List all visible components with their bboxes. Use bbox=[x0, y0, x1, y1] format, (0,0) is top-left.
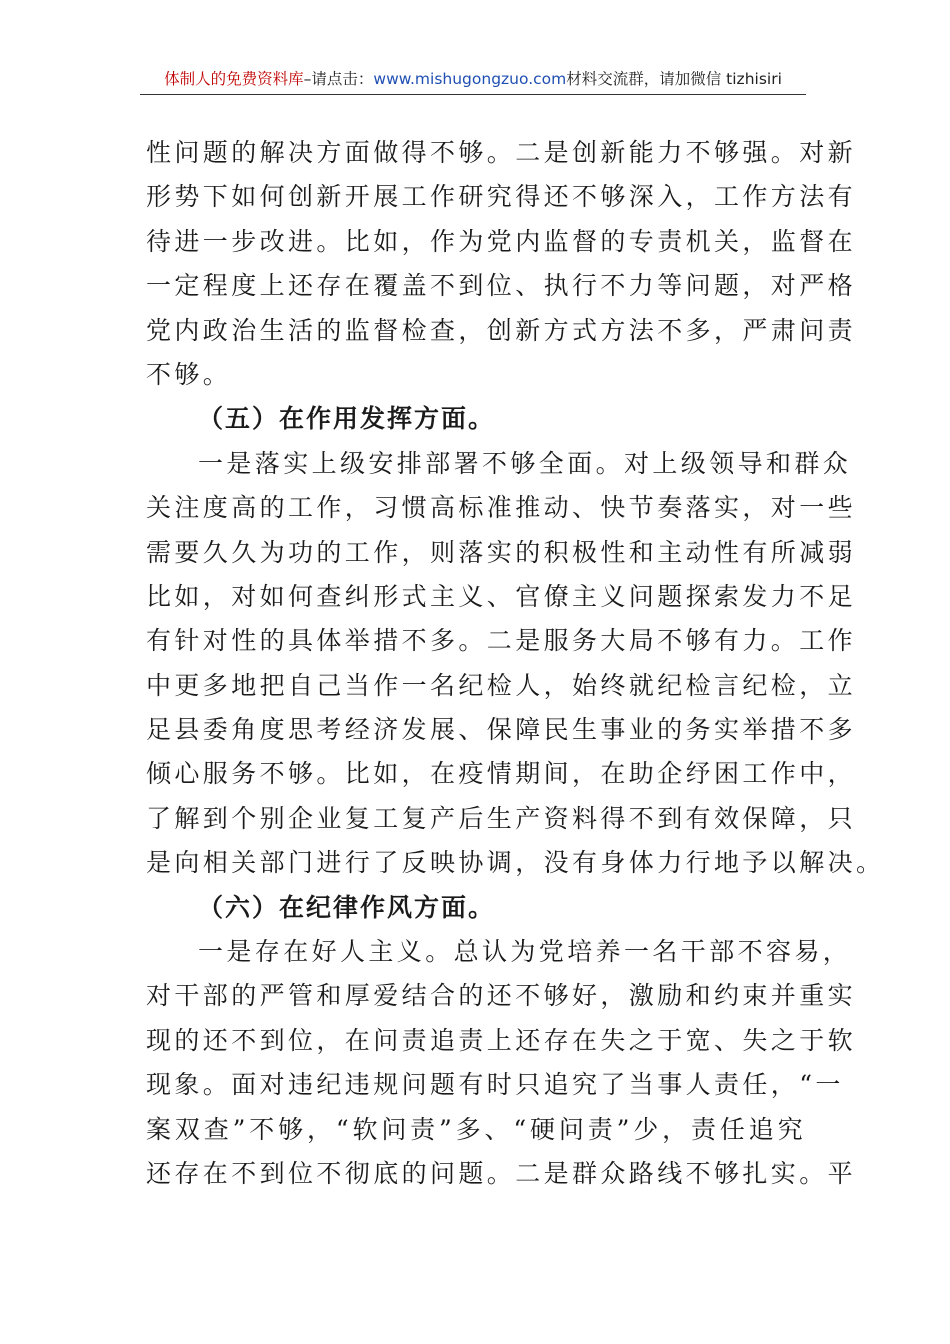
header-brand: 体制人的免费资料库 bbox=[164, 70, 304, 88]
body-line: 中更多地把自己当作一名纪检人，始终就纪检言纪检，立 bbox=[146, 670, 857, 700]
header-website-link[interactable]: www.mishugongzuo.com bbox=[373, 70, 567, 88]
body-line: 性问题的解决方面做得不够。二是创新能力不够强。对新 bbox=[146, 138, 857, 167]
body-line: 待进一步改进。比如，作为党内监督的专责机关，监督在 bbox=[146, 226, 857, 256]
body-line: 有针对性的具体举措不多。二是服务大局不够有力。工作 bbox=[146, 626, 857, 656]
body-line: 了解到个别企业复工复产后生产资料得不到有效保障，只 bbox=[146, 803, 857, 833]
body-line: 现的还不到位，在问责追责上还存在失之于宽、失之于软 bbox=[146, 1025, 857, 1055]
body-line: 关注度高的工作，习惯高标准推动、快节奏落实，对一些 bbox=[146, 493, 857, 523]
page-header bbox=[140, 68, 806, 95]
body-line: 党内政治生活的监督检查，创新方式方法不多，严肃问责 bbox=[146, 315, 857, 345]
paragraph-first-line: 一是落实上级安排部署不够全面。对上级领导和群众 bbox=[198, 448, 852, 478]
body-line: 一定程度上还存在覆盖不到位、执行不力等问题，对严格 bbox=[146, 271, 857, 301]
body-line: 足县委角度思考经济发展、保障民生事业的务实举措不多 bbox=[146, 715, 857, 745]
body-line: 对干部的严管和厚爱结合的还不够好，激励和约束并重实 bbox=[146, 981, 857, 1011]
paragraph-first-line: 一是存在好人主义。总认为党培养一名干部不容易， bbox=[198, 937, 852, 967]
body-line: 倾心服务不够。比如，在疫情期间，在助企纾困工作中， bbox=[146, 759, 857, 789]
section-heading: （六）在纪律作风方面。 bbox=[198, 892, 496, 922]
body-line: 现象。面对违纪违规问题有时只追究了当事人责任，“一 bbox=[146, 1070, 844, 1100]
body-line: 案双查”不够，“软问责”多、“硬问责”少，责任追究 bbox=[146, 1114, 806, 1144]
header-note: 材料交流群，请加微信 tizhisiri bbox=[566, 70, 782, 88]
header-prompt: –请点击： bbox=[303, 70, 374, 88]
document-body bbox=[146, 131, 885, 1196]
body-line: 需要久久为功的工作，则落实的积极性和主动性有所减弱 bbox=[146, 537, 857, 567]
section-heading: （五）在作用发挥方面。 bbox=[198, 404, 496, 434]
body-line: 不够。 bbox=[146, 359, 232, 389]
body-line: 比如，对如何查纠形式主义、官僚主义问题探索发力不足 bbox=[146, 581, 857, 611]
body-line: 是向相关部门进行了反映协调，没有身体力行地予以解决。 bbox=[146, 848, 885, 878]
body-line: 形势下如何创新开展工作研究得还不够深入，工作方法有 bbox=[146, 182, 857, 212]
body-line: 还存在不到位不彻底的问题。二是群众路线不够扎实。平 bbox=[146, 1158, 857, 1188]
